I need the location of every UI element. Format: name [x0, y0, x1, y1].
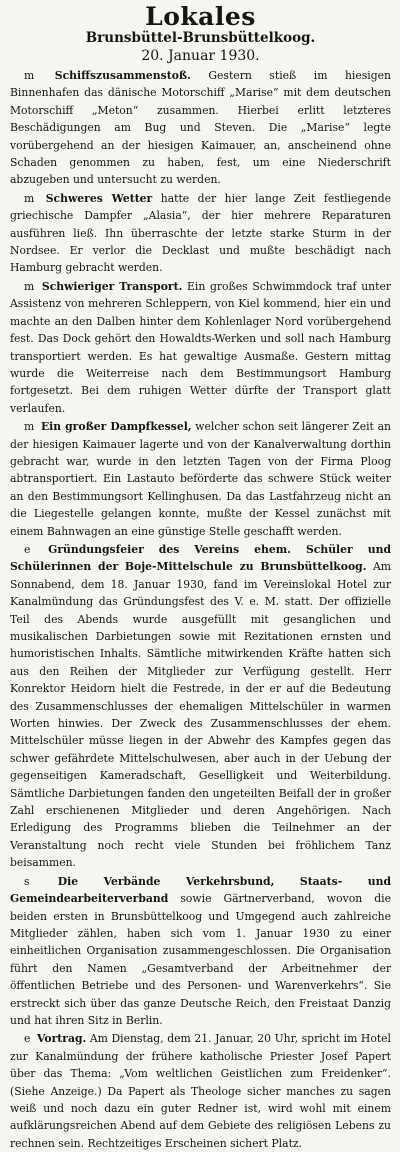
article-headline: Ein großer Dampfkessel,: [40, 420, 192, 434]
section-title: Lokales: [145, 2, 256, 31]
article-kicker: e: [24, 1032, 31, 1046]
article-kicker: e: [24, 542, 31, 556]
article-kicker: s: [24, 874, 30, 888]
article-kicker: m: [24, 420, 35, 434]
article-schwieriger-transport: [10, 278, 391, 417]
article-body: sowie Gärtnerverband, wovon die beiden ersten in Brunsbüttelkoog und Umgegend auch zahlreiche Mitglieder zählen, haben sich vom 1. Januar 1930 zu einer einheitlichen Organisation zusammengeschlossen. Die Organisation führt den Namen „Gesamtverband der Arbeitnehmer der öffentlichen Betriebe und des Personen- und Warenverkehrs“. Sie erstreckt sich über das ganze Deutsche Reich, den Freistaat Danzig und hat ihren Sitz in Berlin.: [10, 892, 391, 1027]
article-gruendungsfeier: [10, 541, 391, 872]
article-headline: Schwieriger Transport.: [41, 279, 183, 293]
article-body: hatte der hier lange Zeit festliegende griechische Dampfer „Alasia“, der hier mehrere Reparaturen ausführen ließ. Ihn überraschte der letzte starke Sturm in der Nordsee. Er verlor die Decklast und mußte beschädigt nach Hamburg gebracht werden.: [10, 191, 392, 275]
article-body: Ein großes Schwimmdock traf unter Assistenz von mehreren Schleppern, von Kiel kommend, hier ein und machte an den Dalben hinter dem Kohlenlager Nord vorübergehend fest. Das Dock gehört den Howaldts-Werken und soll nach Hamburg transportiert werden. Es hat gewaltige Ausmaße. Gestern mittag wurde die Weiterreise nach dem Bestimmungsort Hamburg fortgesetzt. Bei dem ruhigen Wetter dürfte der Transport glatt verlaufen.: [10, 279, 391, 415]
article-schiffszusammenstoss: [10, 67, 391, 189]
article-headline: Schiffszusammenstoß.: [54, 69, 191, 82]
article-body: welcher schon seit längerer Zeit an der hiesigen Kaimauer lagerte und von der Kanalverwaltung dorthin gebracht war, wurde in den letzten Tagen von der Firma Ploog abtransportiert. Ein Lastauto beförderte das schwere Stück weiter an den Bestimmungsort Kellinghusen. Da das Lastfahrzeug nicht an die Liegestelle gelangen konnte, mußte der Kessel zunächst mit einem Bahnwagen an eine günstige Stelle geschafft werden.: [10, 420, 391, 538]
article-dampfkessel: [10, 418, 391, 540]
masthead: [10, 3, 391, 65]
article-body: Gestern stieß im hiesigen Binnenhafen das dänische Motorschiff „Marise“ mit dem deutschen Motorschiff „Meton“ zusammen. Hierbei erlitt letzteres Beschädigungen am Bug und Steven. Die „Marise“ legte vorübergehend an der hiesigen Kaimauer, an, anscheinend ohne Schaden genommen zu haben, fest, um eine Niederschrift abzugeben und untersucht zu werden.: [10, 69, 391, 187]
article-body: Am Dienstag, dem 21. Januar, 20 Uhr, spricht im Hotel zur Kanalmündung der frühere katholische Priester Josef Papert über das Thema: „Vom weltlichen Geistlichen zum Freidenker“. (Siehe Anzeige.) Da Papert als Theologe sicher manches zu sagen weiß und noch dazu ein guter Redner ist, wird wohl mit einem aufklärungsreichen Abend auf dem Gebiete des religiösen Lebens zu rechnen sein. Rechtzeitiges Erscheinen sichert Platz.: [10, 1032, 392, 1150]
article-kicker: m: [24, 191, 35, 205]
article-headline: Die Verbände Verkehrsbund, Staats- und Gemeindearbeiterverband: [10, 874, 391, 906]
issue-date: 20. Januar 1930.: [141, 48, 260, 64]
article-vortrag: [10, 1030, 391, 1152]
article-headline: Vortrag.: [37, 1032, 87, 1046]
article-headline: Gründungsfeier des Vereins ehem. Schüler und Schülerinnen der Boje-Mittelschule zu Brunsbüttelkoog.: [10, 542, 391, 574]
article-kicker: m: [24, 69, 35, 82]
article-kicker: m: [24, 279, 35, 293]
section-subtitle: Brunsbüttel-Brunsbüttelkoog.: [85, 30, 316, 46]
article-schweres-wetter: [10, 190, 391, 277]
article-body: Am Sonnabend, dem 18. Januar 1930, fand im Vereinslokal Hotel zur Kanalmündung das Gründungsfest des V. e. M. statt. Der offizielle Teil des Abends wurde ausgefüllt mit gesanglichen und musikalischen Darbietungen sowie mit Rezitationen ernsten und humoristischen Inhalts. Sämtliche mitwirkenden Kräfte hatten sich aus den Reihen der Mitglieder zur Verfügung gestellt. Herr Konrektor Heidorn hielt die Festrede, in der er auf die Bedeutung des Zusammenschlusses der ehemaligen Mittelschüler in warmen Worten hinwies. Der Zweck des Zusammenschlusses der ehem. Mittelschüler müsse liegen in der Abwehr des Kampfes gegen das schwer gefährdete Mittelschulwesen, aber auch in der Uebung der gegenseitigen Kameradschaft, Geselligkeit und Weiterbildung. Sämtliche Darbietungen fanden den ungeteilten Beifall der in großer Zahl erschienenen Mitglieder und deren Angehörigen. Nach Erledigung des Programms blieben die Teilnehmer an der Veranstaltung noch recht viele Stunden bei fröhlichem Tanz beisammen.: [10, 560, 391, 870]
article-verbaende: [10, 873, 391, 1030]
article-headline: Schweres Wetter: [45, 191, 153, 205]
